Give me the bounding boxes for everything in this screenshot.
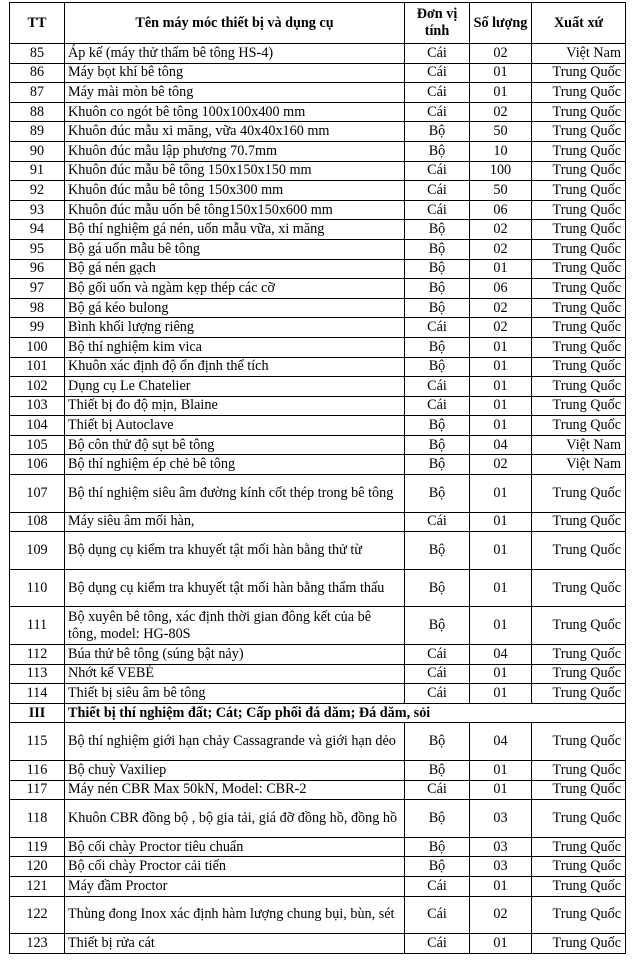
cell-qty: 10 [470,141,532,161]
cell-qty: 02 [470,102,532,122]
cell-origin: Trung Quốc [532,800,626,838]
cell-name: Máy mài mòn bê tông [65,83,405,103]
cell-origin: Việt Nam [532,455,626,475]
cell-tt: 102 [10,377,65,397]
header-qty: Số lượng [470,3,532,44]
cell-origin: Trung Quốc [532,63,626,83]
table-body [10,44,626,954]
cell-name: Nhớt kế VEBÉ [65,664,405,684]
table-row [10,396,626,416]
cell-qty: 01 [470,934,532,954]
cell-name: Khuôn đúc mẫu bê tông 150x300 mm [65,181,405,201]
cell-qty: 01 [470,475,532,513]
cell-origin: Trung Quốc [532,761,626,781]
table-row [10,259,626,279]
cell-tt: 91 [10,161,65,181]
cell-qty: 04 [470,435,532,455]
cell-origin: Việt Nam [532,44,626,64]
section-number: III [10,703,65,723]
cell-name: Búa thử bê tông (súng bật nảy) [65,645,405,665]
cell-unit: Cái [405,512,470,532]
cell-origin: Trung Quốc [532,837,626,857]
table-row [10,220,626,240]
cell-qty: 50 [470,122,532,142]
table-row [10,63,626,83]
cell-tt: 121 [10,876,65,896]
cell-qty: 100 [470,161,532,181]
table-row [10,239,626,259]
table-row [10,181,626,201]
cell-qty: 01 [470,416,532,436]
cell-qty: 04 [470,645,532,665]
table-header-row [10,3,626,44]
cell-name: Bộ xuyên bê tông, xác định thời gian đông kết của bê tông, model: HG-80S [65,607,405,645]
cell-qty: 01 [470,259,532,279]
cell-unit: Cái [405,161,470,181]
cell-origin: Trung Quốc [532,896,626,934]
cell-unit: Bộ [405,357,470,377]
cell-name: Thiết bị rửa cát [65,934,405,954]
cell-name: Máy đầm Proctor [65,876,405,896]
cell-origin: Trung Quốc [532,684,626,704]
header-unit: Đơn vị tính [405,3,470,44]
cell-qty: 03 [470,837,532,857]
cell-name: Bộ thí nghiệm kim vica [65,337,405,357]
cell-name: Bộ cối chày Proctor tiêu chuẩn [65,837,405,857]
table-row [10,934,626,954]
cell-tt: 112 [10,645,65,665]
cell-name: Khuôn CBR đồng bộ , bộ gia tải, giá đỡ đồng hồ, đồng hồ [65,800,405,838]
cell-unit: Bộ [405,475,470,513]
cell-unit: Bộ [405,723,470,761]
cell-qty: 01 [470,761,532,781]
cell-origin: Việt Nam [532,435,626,455]
cell-origin: Trung Quốc [532,377,626,397]
cell-tt: 96 [10,259,65,279]
cell-unit: Bộ [405,761,470,781]
table-row [10,357,626,377]
cell-unit: Bộ [405,141,470,161]
table-row [10,569,626,607]
table-row [10,664,626,684]
cell-tt: 104 [10,416,65,436]
cell-name: Bộ dụng cụ kiểm tra khuyết tật mối hàn bằng thử từ [65,532,405,570]
cell-qty: 01 [470,396,532,416]
table-row [10,761,626,781]
cell-unit: Bộ [405,122,470,142]
cell-unit: Cái [405,664,470,684]
cell-tt: 88 [10,102,65,122]
cell-name: Thùng đong Inox xác định hàm lượng chung bụi, bùn, sét [65,896,405,934]
cell-unit: Bộ [405,455,470,475]
cell-unit: Bộ [405,337,470,357]
cell-qty: 02 [470,318,532,338]
cell-name: Bộ gá uốn mẫu bê tông [65,239,405,259]
cell-qty: 01 [470,684,532,704]
cell-name: Máy nén CBR Max 50kN, Model: CBR-2 [65,780,405,800]
table-row [10,279,626,299]
cell-unit: Bộ [405,416,470,436]
cell-tt: 109 [10,532,65,570]
cell-name: Bộ thí nghiệm giới hạn chảy Cassagrande và giới hạn dẻo [65,723,405,761]
cell-name: Bộ chuỳ Vaxiliep [65,761,405,781]
cell-origin: Trung Quốc [532,607,626,645]
cell-tt: 95 [10,239,65,259]
cell-name: Bình khối lượng riêng [65,318,405,338]
cell-unit: Cái [405,200,470,220]
cell-name: Bộ cối chày Proctor cải tiến [65,857,405,877]
cell-origin: Trung Quốc [532,645,626,665]
table-row [10,416,626,436]
cell-tt: 98 [10,298,65,318]
cell-origin: Trung Quốc [532,934,626,954]
cell-name: Máy bọt khí bê tông [65,63,405,83]
cell-qty: 02 [470,896,532,934]
cell-name: Khuôn xác định độ ổn định thể tích [65,357,405,377]
table-row [10,837,626,857]
header-name: Tên máy móc thiết bị và dụng cụ [65,3,405,44]
cell-name: Bộ thí nghiệm siêu âm đường kính cốt thép trong bê tông [65,475,405,513]
cell-origin: Trung Quốc [532,220,626,240]
cell-tt: 114 [10,684,65,704]
cell-name: Thiết bị Autoclave [65,416,405,436]
header-tt: TT [10,3,65,44]
cell-tt: 97 [10,279,65,299]
cell-qty: 01 [470,377,532,397]
cell-qty: 01 [470,83,532,103]
cell-name: Bộ thí nghiệm ép chẻ bê tông [65,455,405,475]
cell-tt: 118 [10,800,65,838]
table-row [10,896,626,934]
cell-name: Bộ gá nén gạch [65,259,405,279]
cell-unit: Bộ [405,800,470,838]
table-row [10,44,626,64]
cell-unit: Cái [405,396,470,416]
cell-unit: Cái [405,83,470,103]
table-row [10,684,626,704]
cell-qty: 01 [470,876,532,896]
table-row [10,876,626,896]
cell-unit: Cái [405,44,470,64]
table-row [10,435,626,455]
cell-tt: 123 [10,934,65,954]
cell-tt: 90 [10,141,65,161]
cell-tt: 119 [10,837,65,857]
cell-origin: Trung Quốc [532,876,626,896]
cell-name: Bộ gối uốn và ngàm kẹp thép các cỡ [65,279,405,299]
cell-origin: Trung Quốc [532,512,626,532]
cell-origin: Trung Quốc [532,569,626,607]
header-origin: Xuất xứ [532,3,626,44]
equipment-table [9,2,626,954]
cell-qty: 01 [470,63,532,83]
cell-origin: Trung Quốc [532,83,626,103]
table-row [10,122,626,142]
cell-origin: Trung Quốc [532,102,626,122]
cell-origin: Trung Quốc [532,239,626,259]
cell-tt: 111 [10,607,65,645]
cell-qty: 50 [470,181,532,201]
cell-tt: 122 [10,896,65,934]
table-row [10,141,626,161]
cell-tt: 93 [10,200,65,220]
cell-tt: 94 [10,220,65,240]
cell-unit: Cái [405,780,470,800]
cell-name: Áp kế (máy thử thấm bê tông HS-4) [65,44,405,64]
table-row [10,723,626,761]
cell-qty: 02 [470,239,532,259]
cell-origin: Trung Quốc [532,279,626,299]
cell-origin: Trung Quốc [532,857,626,877]
cell-qty: 01 [470,664,532,684]
cell-qty: 01 [470,532,532,570]
cell-unit: Cái [405,181,470,201]
cell-origin: Trung Quốc [532,532,626,570]
cell-origin: Trung Quốc [532,298,626,318]
cell-tt: 86 [10,63,65,83]
cell-unit: Bộ [405,259,470,279]
cell-name: Khuôn đúc mẫu bê tông 150x150x150 mm [65,161,405,181]
cell-tt: 120 [10,857,65,877]
cell-qty: 01 [470,607,532,645]
table-row [10,102,626,122]
cell-tt: 108 [10,512,65,532]
cell-name: Khuôn đúc mẫu uốn bê tông150x150x600 mm [65,200,405,220]
table-row [10,532,626,570]
cell-tt: 89 [10,122,65,142]
cell-tt: 116 [10,761,65,781]
cell-origin: Trung Quốc [532,318,626,338]
cell-qty: 06 [470,200,532,220]
cell-unit: Bộ [405,532,470,570]
cell-name: Dụng cụ Le Chatelier [65,377,405,397]
cell-qty: 01 [470,780,532,800]
section-row [10,703,626,723]
cell-origin: Trung Quốc [532,357,626,377]
cell-qty: 02 [470,298,532,318]
cell-name: Bộ côn thử độ sụt bê tông [65,435,405,455]
cell-unit: Cái [405,102,470,122]
table-row [10,607,626,645]
cell-origin: Trung Quốc [532,200,626,220]
table-row [10,475,626,513]
cell-unit: Bộ [405,857,470,877]
cell-qty: 03 [470,800,532,838]
cell-qty: 01 [470,357,532,377]
cell-tt: 115 [10,723,65,761]
table-row [10,455,626,475]
cell-tt: 101 [10,357,65,377]
cell-origin: Trung Quốc [532,259,626,279]
cell-unit: Bộ [405,435,470,455]
table-row [10,377,626,397]
cell-unit: Cái [405,377,470,397]
cell-origin: Trung Quốc [532,161,626,181]
cell-qty: 01 [470,337,532,357]
cell-name: Khuôn co ngót bê tông 100x100x400 mm [65,102,405,122]
cell-qty: 02 [470,220,532,240]
cell-qty: 06 [470,279,532,299]
cell-tt: 92 [10,181,65,201]
cell-name: Thiết bị siêu âm bê tông [65,684,405,704]
cell-origin: Trung Quốc [532,181,626,201]
table-row [10,645,626,665]
cell-origin: Trung Quốc [532,122,626,142]
cell-tt: 103 [10,396,65,416]
cell-origin: Trung Quốc [532,416,626,436]
cell-tt: 100 [10,337,65,357]
cell-unit: Bộ [405,220,470,240]
cell-name: Khuôn đúc mẫu xi măng, vữa 40x40x160 mm [65,122,405,142]
cell-qty: 01 [470,569,532,607]
cell-qty: 04 [470,723,532,761]
cell-tt: 107 [10,475,65,513]
table-row [10,318,626,338]
cell-unit: Cái [405,318,470,338]
table-row [10,337,626,357]
cell-unit: Bộ [405,298,470,318]
cell-tt: 99 [10,318,65,338]
cell-unit: Bộ [405,569,470,607]
table-row [10,200,626,220]
table-row [10,512,626,532]
table-row [10,161,626,181]
cell-unit: Cái [405,684,470,704]
cell-tt: 113 [10,664,65,684]
cell-tt: 85 [10,44,65,64]
cell-origin: Trung Quốc [532,780,626,800]
cell-origin: Trung Quốc [532,664,626,684]
cell-origin: Trung Quốc [532,723,626,761]
cell-origin: Trung Quốc [532,396,626,416]
table-row [10,83,626,103]
cell-name: Bộ gá kéo bulong [65,298,405,318]
cell-qty: 02 [470,455,532,475]
cell-origin: Trung Quốc [532,337,626,357]
cell-name: Thiết bị đo độ mịn, Blaine [65,396,405,416]
cell-qty: 03 [470,857,532,877]
table-row [10,298,626,318]
cell-unit: Bộ [405,837,470,857]
cell-unit: Cái [405,876,470,896]
cell-unit: Bộ [405,607,470,645]
cell-origin: Trung Quốc [532,141,626,161]
cell-tt: 105 [10,435,65,455]
cell-unit: Cái [405,63,470,83]
cell-unit: Cái [405,896,470,934]
section-title: Thiết bị thí nghiệm đất; Cát; Cấp phối đá dăm; Đá dăm, sỏi [65,703,626,723]
cell-tt: 87 [10,83,65,103]
cell-name: Máy siêu âm mối hàn, [65,512,405,532]
cell-unit: Cái [405,934,470,954]
table-row [10,800,626,838]
cell-unit: Cái [405,645,470,665]
cell-unit: Bộ [405,239,470,259]
cell-name: Bộ thí nghiệm gá nén, uốn mẫu vữa, xi măng [65,220,405,240]
cell-qty: 02 [470,44,532,64]
table-row [10,780,626,800]
cell-tt: 106 [10,455,65,475]
cell-qty: 01 [470,512,532,532]
cell-name: Bộ dụng cụ kiểm tra khuyết tật mối hàn bằng thẩm thấu [65,569,405,607]
cell-name: Khuôn đúc mẫu lập phương 70.7mm [65,141,405,161]
table-row [10,857,626,877]
cell-origin: Trung Quốc [532,475,626,513]
cell-tt: 110 [10,569,65,607]
cell-unit: Bộ [405,279,470,299]
cell-tt: 117 [10,780,65,800]
